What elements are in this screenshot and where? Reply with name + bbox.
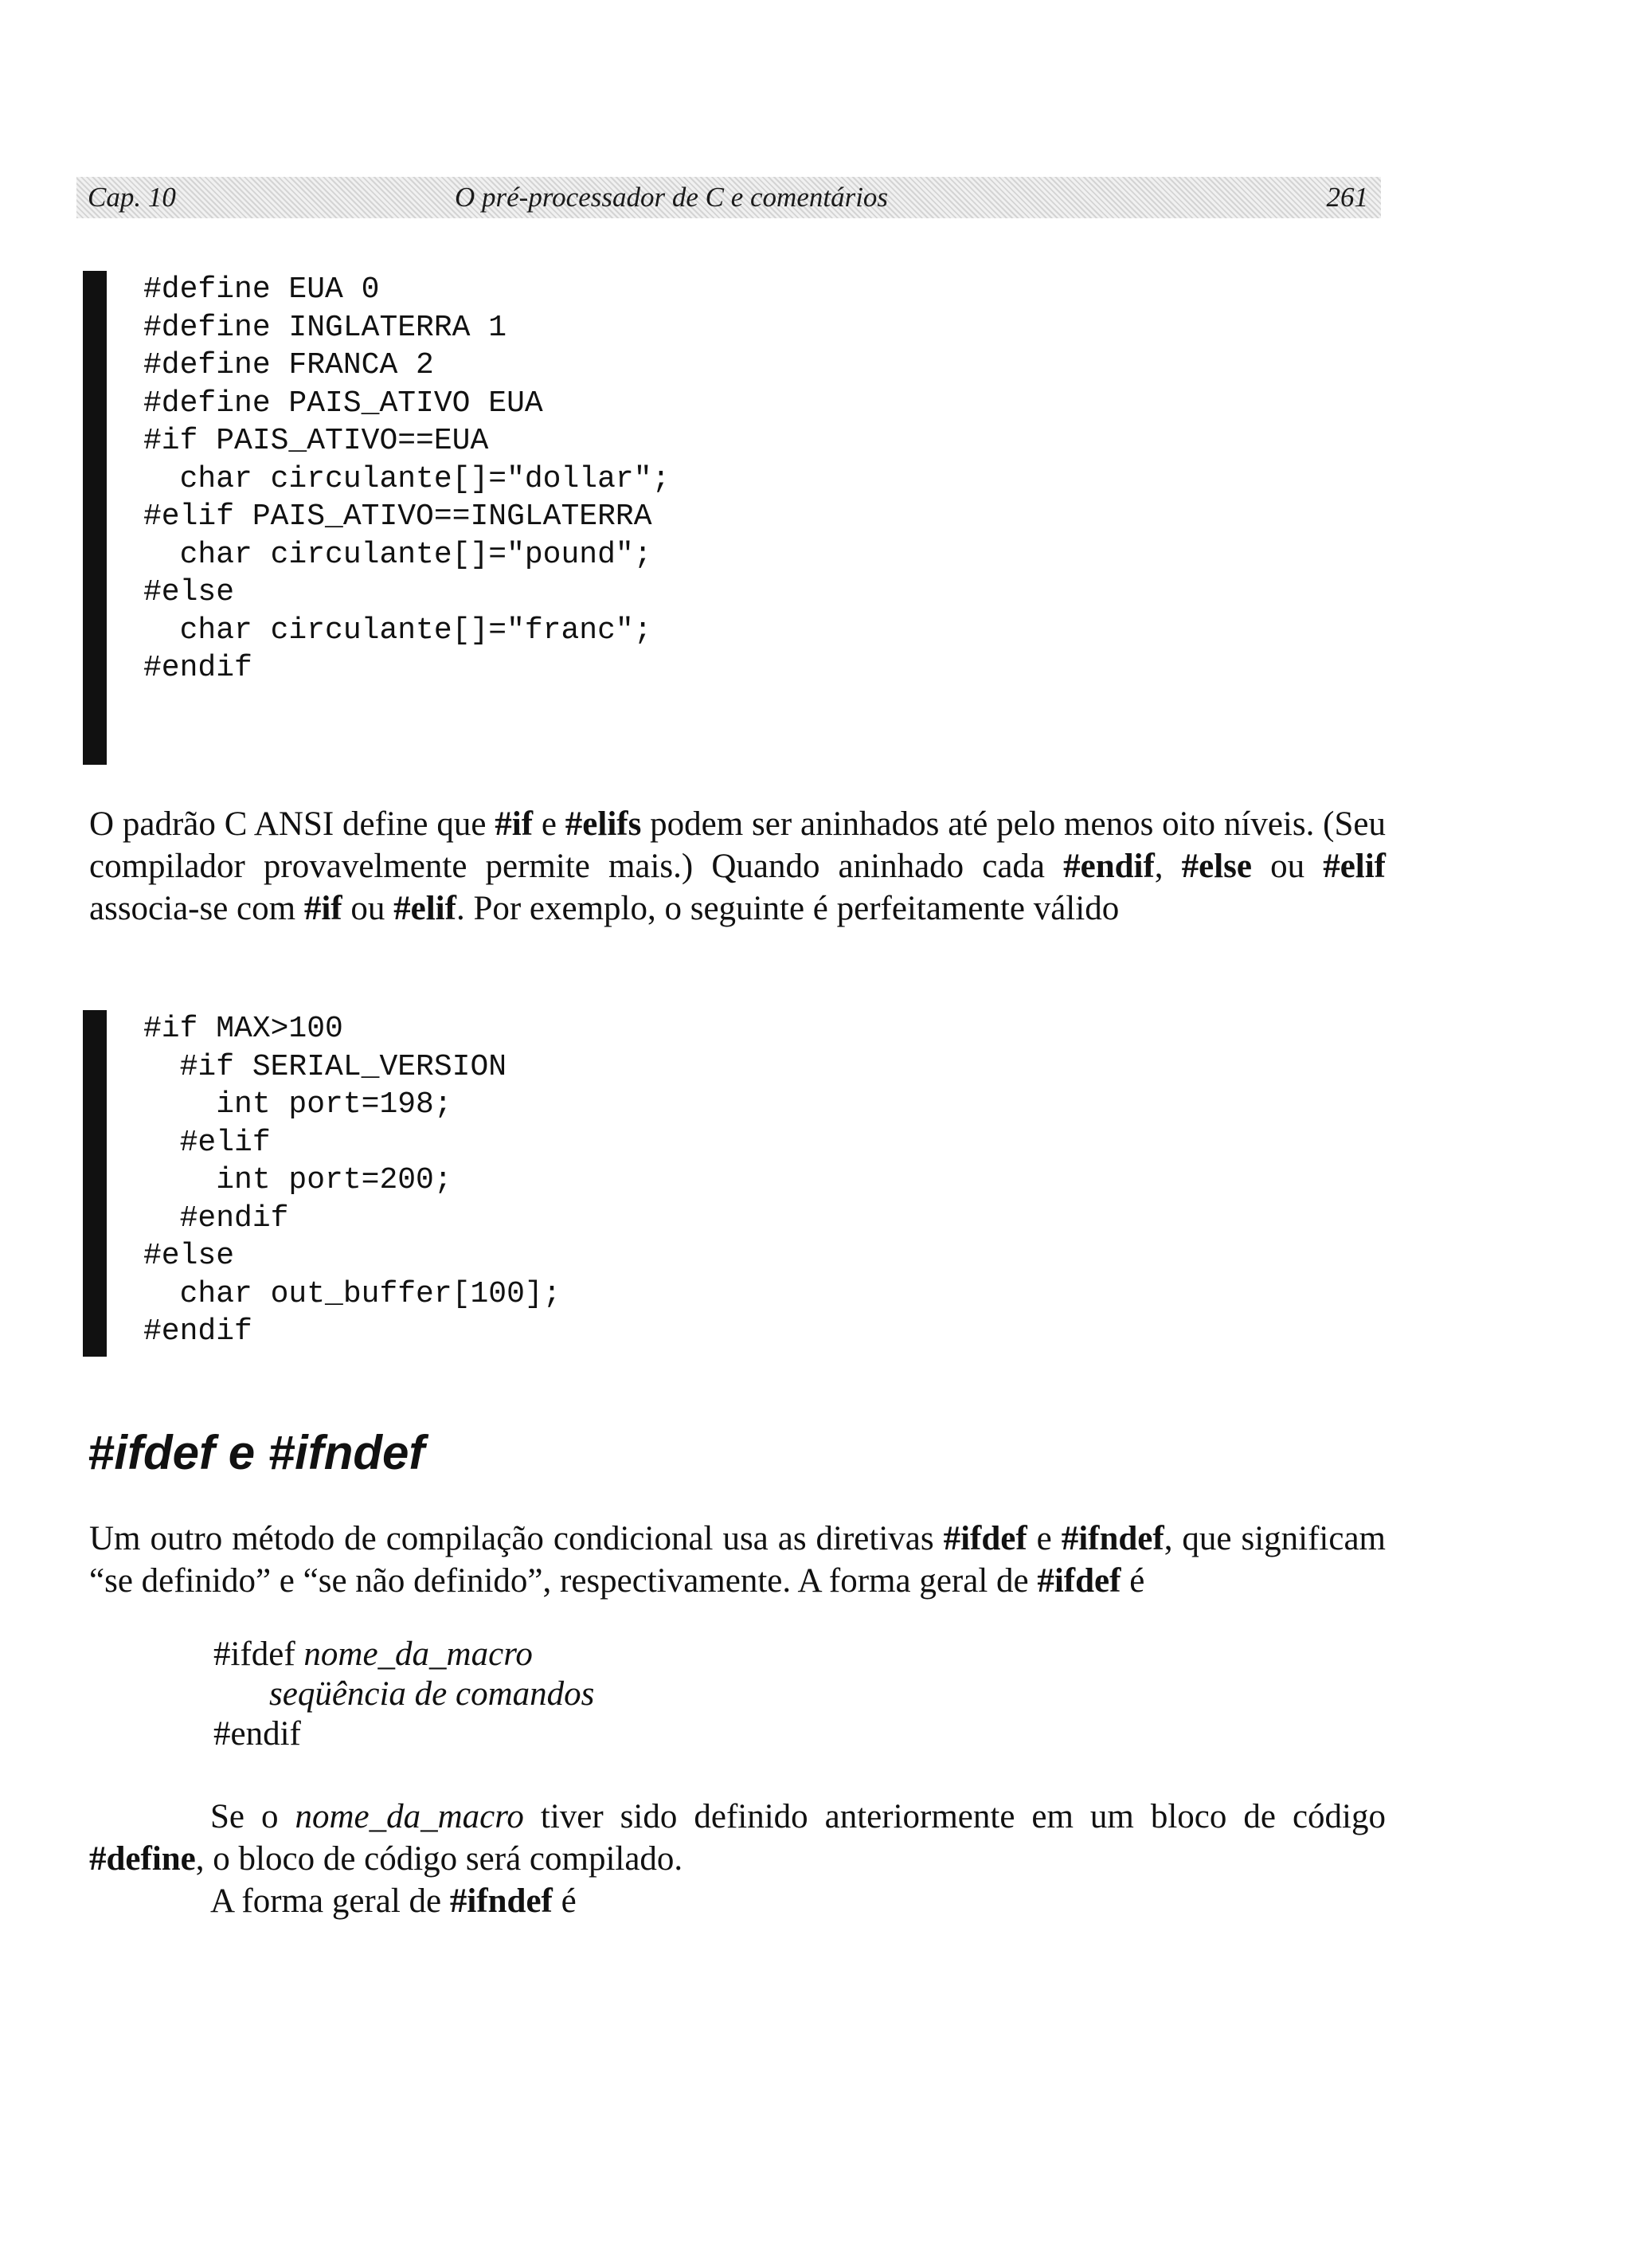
code-line: #endif bbox=[143, 1314, 252, 1349]
running-head bbox=[76, 177, 1381, 218]
code-line: #else bbox=[143, 1239, 235, 1273]
paragraph-ifdef-intro: Um outro método de compilação condicional usa as diretivas #ifdef e #ifndef, que significam “se definido” e “se não definido”, respectivamente. A forma geral de #ifdef é bbox=[89, 1520, 1386, 1600]
paragraph-nesting: O padrão C ANSI define que #if e #elifs podem ser aninhados até pelo menos oito níveis. (Seu compilador provavelmente permite mais.) Quando aninhado cada #endif, #else ou #elif associa-se com #if ou #elif. Por exemplo, o seguinte é perfeitamente válido bbox=[89, 805, 1386, 927]
code-line: #elif PAIS_ATIVO==INGLATERRA bbox=[143, 499, 652, 534]
code-line: #if SERIAL_VERSION bbox=[143, 1049, 507, 1084]
code-margin-bar bbox=[83, 1010, 107, 1357]
code-text bbox=[143, 1010, 561, 1351]
syntax-line: seqüência de comandos bbox=[269, 1675, 595, 1713]
chapter-title: O pré-processador de C e comentários bbox=[455, 182, 889, 213]
code-line: char circulante[]="pound"; bbox=[143, 537, 652, 572]
code-line: int port=198; bbox=[143, 1087, 452, 1122]
syntax-line: #ifdef nome_da_macro bbox=[213, 1635, 533, 1673]
code-line: #define EUA 0 bbox=[143, 272, 380, 307]
code-line: #endif bbox=[143, 651, 252, 685]
code-text bbox=[143, 271, 670, 687]
code-margin-bar bbox=[83, 271, 107, 765]
page-number: 261 bbox=[1326, 182, 1368, 213]
code-line: #elif bbox=[143, 1125, 271, 1160]
syntax-line: #endif bbox=[213, 1715, 301, 1753]
code-line: #else bbox=[143, 575, 235, 609]
code-line: #endif bbox=[143, 1201, 289, 1236]
code-line: char circulante[]="dollar"; bbox=[143, 461, 671, 496]
code-line: #define INGLATERRA 1 bbox=[143, 310, 507, 345]
code-line: int port=200; bbox=[143, 1163, 452, 1197]
code-line: char circulante[]="franc"; bbox=[143, 613, 652, 648]
paragraph-ifndef-intro: A forma geral de #ifndef é bbox=[210, 1882, 577, 1920]
ifdef-syntax-form bbox=[213, 1635, 594, 1754]
code-line: #define FRANCA 2 bbox=[143, 348, 434, 382]
code-line: #if MAX>100 bbox=[143, 1012, 343, 1046]
code-line: char out_buffer[100]; bbox=[143, 1276, 561, 1311]
code-line: #define PAIS_ATIVO EUA bbox=[143, 386, 543, 421]
paragraph-ifdef-explanation: Se o nome_da_macro tiver sido definido anteriormente em um bloco de código #define, o bloco de código será compilado. bbox=[89, 1798, 1386, 1878]
code-line: #if PAIS_ATIVO==EUA bbox=[143, 424, 489, 458]
section-heading: #ifdef e #ifndef bbox=[88, 1426, 425, 1479]
chapter-label: Cap. 10 bbox=[88, 182, 176, 213]
